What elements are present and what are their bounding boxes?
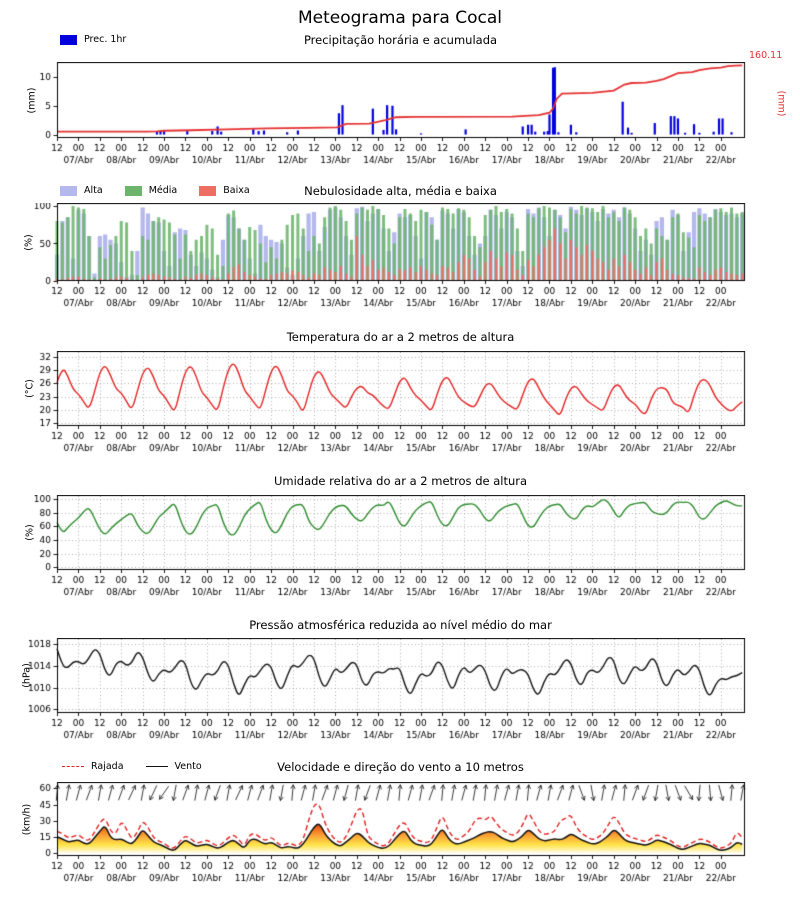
- panel-title-humidity: Umidade relativa do ar a 2 metros de altura: [273, 474, 528, 488]
- panel-title-temperature: Temperatura do ar a 2 metros de altura: [286, 330, 515, 344]
- precipitation-legend: [60, 34, 126, 45]
- accumulated-total-label: 160.11: [749, 50, 783, 61]
- wind-chart-canvas: [0, 782, 800, 890]
- prec1hr-legend-swatch: [60, 35, 77, 45]
- precipitation-chart-canvas: [0, 62, 800, 172]
- panel-title-pressure: Pressão atmosférica reduzida ao nível médio do mar: [249, 618, 552, 632]
- temperature-chart-canvas: [0, 351, 800, 460]
- rajada-legend-label: Rajada: [91, 761, 124, 772]
- pressure-chart-canvas: [0, 638, 800, 747]
- cloudiness-chart-canvas: [0, 203, 800, 315]
- page-title: Meteograma para Cocal: [297, 8, 502, 28]
- panel-title-cloudiness: Nebulosidade alta, média e baixa: [304, 184, 497, 198]
- media-legend-swatch: [125, 186, 142, 196]
- alta-legend-label: Alta: [84, 185, 103, 196]
- panel-title-precipitation: Precipitação horária e acumulada: [303, 33, 498, 47]
- alta-legend-swatch: [60, 186, 77, 196]
- panel-title-wind: Velocidade e direção do vento a 10 metros: [277, 760, 524, 774]
- baixa-legend-label: Baixa: [223, 185, 250, 196]
- media-legend-label: Média: [148, 185, 178, 196]
- prec1hr-legend-label: Prec. 1hr: [84, 34, 127, 45]
- wind-legend: [62, 761, 202, 772]
- cloudiness-legend: [60, 185, 250, 196]
- rajada-legend-line-icon: [62, 766, 84, 767]
- baixa-legend-swatch: [199, 186, 216, 196]
- humidity-chart-canvas: [0, 495, 800, 604]
- vento-legend-line-icon: [146, 766, 168, 767]
- vento-legend-label: Vento: [174, 761, 202, 772]
